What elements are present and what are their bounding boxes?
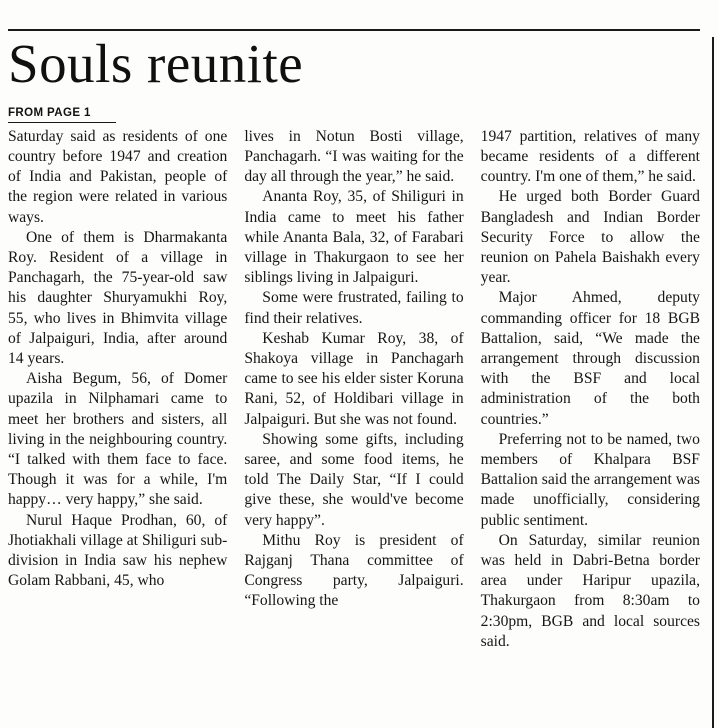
- paragraph: Showing some gifts, including saree, and some food items, he told The Daily Star, “If I could give these, she would've become very happy”.: [244, 430, 464, 529]
- paragraph: Keshab Kumar Roy, 38, of Shakoya village in Panchagarh came to see his elder sister Koruna Rani, 52, of Holdibari village in Jalpaiguri. But she was not found.: [244, 329, 464, 428]
- paragraph: He urged both Border Guard Bangladesh and Indian Border Security Force to allow the reunion on Pahela Baishakh every year.: [480, 188, 700, 287]
- article-headline: Souls reunite: [8, 33, 304, 94]
- article-body: [8, 127, 700, 652]
- from-page-kicker: FROM PAGE 1: [8, 107, 116, 123]
- column-3: [481, 127, 700, 652]
- top-rule: [8, 29, 700, 31]
- paragraph: Aisha Begum, 56, of Domer upazila in Nilphamari came to meet her brothers and sisters, all living in the neighbouring country. “I talked with them face to face. Though it was for a while, I'm happy… very happy,” she said.: [8, 370, 228, 509]
- paragraph: One of them is Dharmakanta Roy. Resident of a village in Panchagarh, the 75-year-old saw his daughter Shuryamukhi Roy, 55, who lives in Bhimvita village of Jalpaiguri, India, after around 14 years.: [8, 228, 228, 367]
- paragraph: On Saturday, similar reunion was held in Dabri-Betna border area under Haripur upazila, Thakurgaon from 8:30am to 2:30pm, BGB and local sources said.: [480, 531, 700, 650]
- page-edge-rule: [712, 37, 714, 728]
- paragraph: Some were frustrated, failing to find their relatives.: [244, 289, 464, 327]
- column-2: [244, 127, 463, 612]
- paragraph: Ananta Roy, 35, of Shiliguri in India came to meet his father while Ananta Bala, 32, of Farabari village in Thakurgaon to see her siblings living in Jalpaiguri.: [244, 188, 464, 287]
- paragraph: Major Ahmed, deputy commanding officer for 18 BGB Battalion, said, “We made the arrangement through discussion with the BSF and local administration of the both countries.”: [480, 289, 700, 428]
- paragraph: Mithu Roy is president of Rajganj Thana committee of Congress party, Jalpaiguri. “Following the: [244, 531, 464, 610]
- paragraph: 1947 partition, relatives of many became residents of a different country. I'm one of them,” he said.: [480, 127, 700, 186]
- paragraph: Preferring not to be named, two members of Khalpara BSF Battalion said the arrangement was made unofficially, considering public sentiment.: [480, 430, 700, 529]
- paragraph: Nurul Haque Prodhan, 60, of Jhotiakhali village at Shiliguri sub-division in India saw his nephew Golam Rabbani, 45, who: [8, 511, 228, 590]
- paragraph: Saturday said as residents of one country before 1947 and creation of India and Pakistan, people of the region were related in various ways.: [8, 127, 228, 226]
- paragraph: lives in Notun Bosti village, Panchagarh. “I was waiting for the day all through the year,” he said.: [244, 127, 464, 186]
- column-1: [8, 127, 227, 592]
